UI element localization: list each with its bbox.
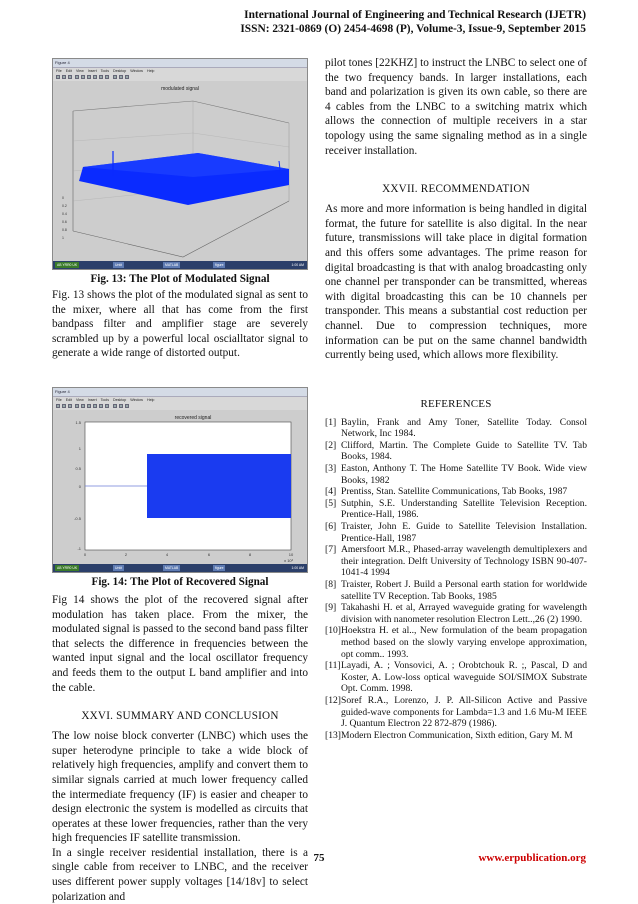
reference-item: [11] Layadi, A. ; Vonsovici, A. ; Orobtchouk R. ;, Pascal, D and Koster, A. Low-loss optical waveguide SOI/SIMOX Substrate Opt. Comm. 1998. [325, 660, 587, 695]
windows-taskbar [53, 564, 307, 572]
figure-13-paragraph: Fig. 13 shows the plot of the modulated signal as sent to the mixer, where all that has come from the first bandpass filter and amplifier stage are severely scrambled up by a powerful local oscialltator signal to generate a wide range of distorted output. [52, 289, 308, 360]
ytick: 0.5 [75, 465, 81, 471]
svg-text:0.2: 0.2 [62, 204, 67, 208]
figure-14-plot-area [53, 410, 307, 564]
ytick: -1 [77, 545, 81, 551]
modulated-signal-plot [53, 81, 307, 261]
page-number: 75 [313, 852, 325, 864]
reference-item: [10] Hoekstra H. et al.., New formulation of the beam propagation method based on the slowly varying envelope approximation, opt comm.. 1993. [325, 625, 587, 660]
reference-item: [9] Takahashi H. et al, Arrayed waveguide grating for wavelength division with nanometer resolution Electron Lett..,26 (2) 1990. [325, 602, 587, 625]
continued-paragraph: pilot tones [22KHZ] to instruct the LNBC to select one of the two frequency bands. In larger installations, each band and polarization is given its own cable, so there are 4 cables from the LNBC to a switching matrix which allows the connection of multiple receivers in a star topology using the same signaling method as in a single receiver installation. [325, 57, 587, 157]
figure-14-paragraph: Fig 14 shows the plot of the recovered signal after modulation has taken place. From the mixer, the modulated signal is passed to the second band pass filter that selects the difference in frequencies between the wanted input signal and the local oscillator frequency and feeds them to the output L band amplifier and into the cable. [52, 593, 308, 694]
recovered-signal-plot [53, 410, 307, 566]
ytick: 0 [78, 483, 81, 489]
figure-14-caption: Fig. 14: The Plot of Recovered Signal [91, 575, 269, 588]
recovered-signal-block [147, 454, 291, 518]
taskbar-item: Untit [115, 565, 122, 570]
reference-item: [5] Sutphin, S.E. Understanding Satellite Television Reception. Prentice-Hall, 1986. [325, 497, 587, 521]
ytick: 1.5 [75, 419, 81, 425]
plot-title-recovered: recovered signal [174, 414, 212, 421]
figure-14-screenshot [52, 387, 308, 573]
start-button: AB YRR0 UK [57, 565, 78, 570]
svg-text:1: 1 [62, 236, 64, 240]
figure-menu-bar: File Edit View Insert Tools Desktop Window Help [56, 397, 155, 402]
reference-item: [3] Easton, Anthony T. The Home Satellite TV Book. Wide view Books, 1982 [325, 463, 587, 486]
ytick: -0.5 [74, 515, 81, 521]
xtick: 4 [165, 551, 169, 557]
ytick: 1 [78, 445, 81, 451]
reference-item: [2] Clifford, Martin. The Complete Guide to Satellite TV. Tab Books, 1984. [325, 439, 587, 463]
right-column [325, 56, 587, 741]
reference-item: [13] Modern Electron Communication, Sixth edition, Gary M. M [325, 729, 573, 741]
figure-window-titlebar: Figure 4 [53, 59, 307, 68]
section-27-paragraph: As more and more information is being handled in digital format, the future for satellite is also digital. In the near future, transmissions will take place in digital formation and this offers some advantages. The prime reason for digital broadcasting is that with analog broadcasting only one channel per transponder can be transmitted, whereas with digital broadcasting this can be 10 channels per transponder. This means a substantial cost reduction per channel. Due to compression techniques, more information can be put on the same channel bandwidth currently being used, which allows more flexibility. [325, 203, 587, 362]
xtick: 2 [124, 551, 128, 557]
svg-text:0.8: 0.8 [62, 228, 67, 232]
taskbar-item: MATLAB [165, 263, 179, 267]
svg-text:0.6: 0.6 [62, 220, 67, 224]
reference-item: [7] Amersfoort M.R., Phased-array wavelength demultiplexers and their integration. Delft University of Technology ISBN 90-407-1041-4 1994 [325, 544, 587, 579]
section-26-heading: XXVI. SUMMARY AND CONCLUSION [81, 710, 279, 723]
left-column [52, 58, 308, 904]
xtick: 8 [248, 551, 252, 557]
figure-13-plot-area [53, 81, 307, 261]
plot-title-modulated: modulated signal [161, 86, 199, 92]
reference-item: [12] Soref R.A., Lorenzo, J. P. All-Silicon Active and Passive guided-wave components for Lambda=1.3 and 1.6 Mu-M IEEE J. Quantum Electron 22 872-879 (1986). [325, 694, 587, 730]
figure-menu-bar: File Edit View Insert Tools Desktop Window Help [56, 69, 155, 73]
windows-taskbar [53, 261, 307, 269]
svg-text:0: 0 [62, 196, 64, 200]
section-26-paragraph-1: The low noise block converter (LNBC) which uses the super heterodyne principle to take a wide block of relatively high frequencies, amplify and convert them to similar signals carried at much lower frequency called the intermediate frequency (IF) is easier and cheaper to design electronic the system is modelled as circuits that operates at these lower frequencies, rather than the very high frequencies IF satellite transmission. [52, 730, 308, 845]
references-list [325, 417, 587, 742]
publisher-url[interactable]: www.erpublication.org [478, 852, 586, 864]
xtick: 6 [207, 551, 211, 557]
figure-13-screenshot [52, 58, 308, 270]
journal-header [240, 8, 586, 36]
x-multiplier: x 10³ [284, 557, 293, 563]
references-heading: REFERENCES [420, 397, 492, 410]
journal-title: International Journal of Engineering and Technical Research (IJETR) [244, 9, 586, 21]
taskbar-clock: 1:00 AM [291, 565, 304, 570]
taskbar-item: figure [215, 565, 224, 570]
reference-item: [6] Traister, John E. Guide to Satellite Television Installation. Prentice-Hall, 1987 [325, 521, 587, 544]
reference-item: [8] Traister, Robert J. Build a Personal earth station for worldwide satellite TV Reception. Tab Books, 1985 [325, 579, 587, 602]
taskbar-item: MATLAB [165, 565, 179, 570]
section-26-paragraph-2: In a single receiver residential installation, there is a single cable from receiver to LNBC, and the receiver uses different power supply voltages [14/18v] to select polarization and [52, 846, 308, 903]
section-27-heading: XXVII. RECOMMENDATION [382, 183, 530, 196]
xtick: 10 [288, 551, 294, 557]
start-button: AB YRR0 UK [57, 263, 78, 267]
taskbar-item: figure [215, 263, 224, 267]
taskbar-item: Untit [115, 263, 122, 267]
xtick: 0 [83, 551, 87, 557]
reference-item: [1] Baylin, Frank and Amy Toner, Satellite Today. Consol Network, Inc 1984. [325, 416, 587, 440]
taskbar-clock: 1:00 AM [291, 263, 304, 267]
svg-text:0.4: 0.4 [62, 212, 67, 216]
figure-window-titlebar: Figure 4 [53, 388, 307, 397]
journal-issn: ISSN: 2321-0869 (O) 2454-4698 (P), Volume-3, Issue-9, September 2015 [240, 23, 586, 35]
reference-item: [4] Prentiss, Stan. Satellite Communications, Tab Books, 1987 [325, 486, 568, 498]
figure-13-caption: Fig. 13: The Plot of Modulated Signal [90, 273, 270, 285]
